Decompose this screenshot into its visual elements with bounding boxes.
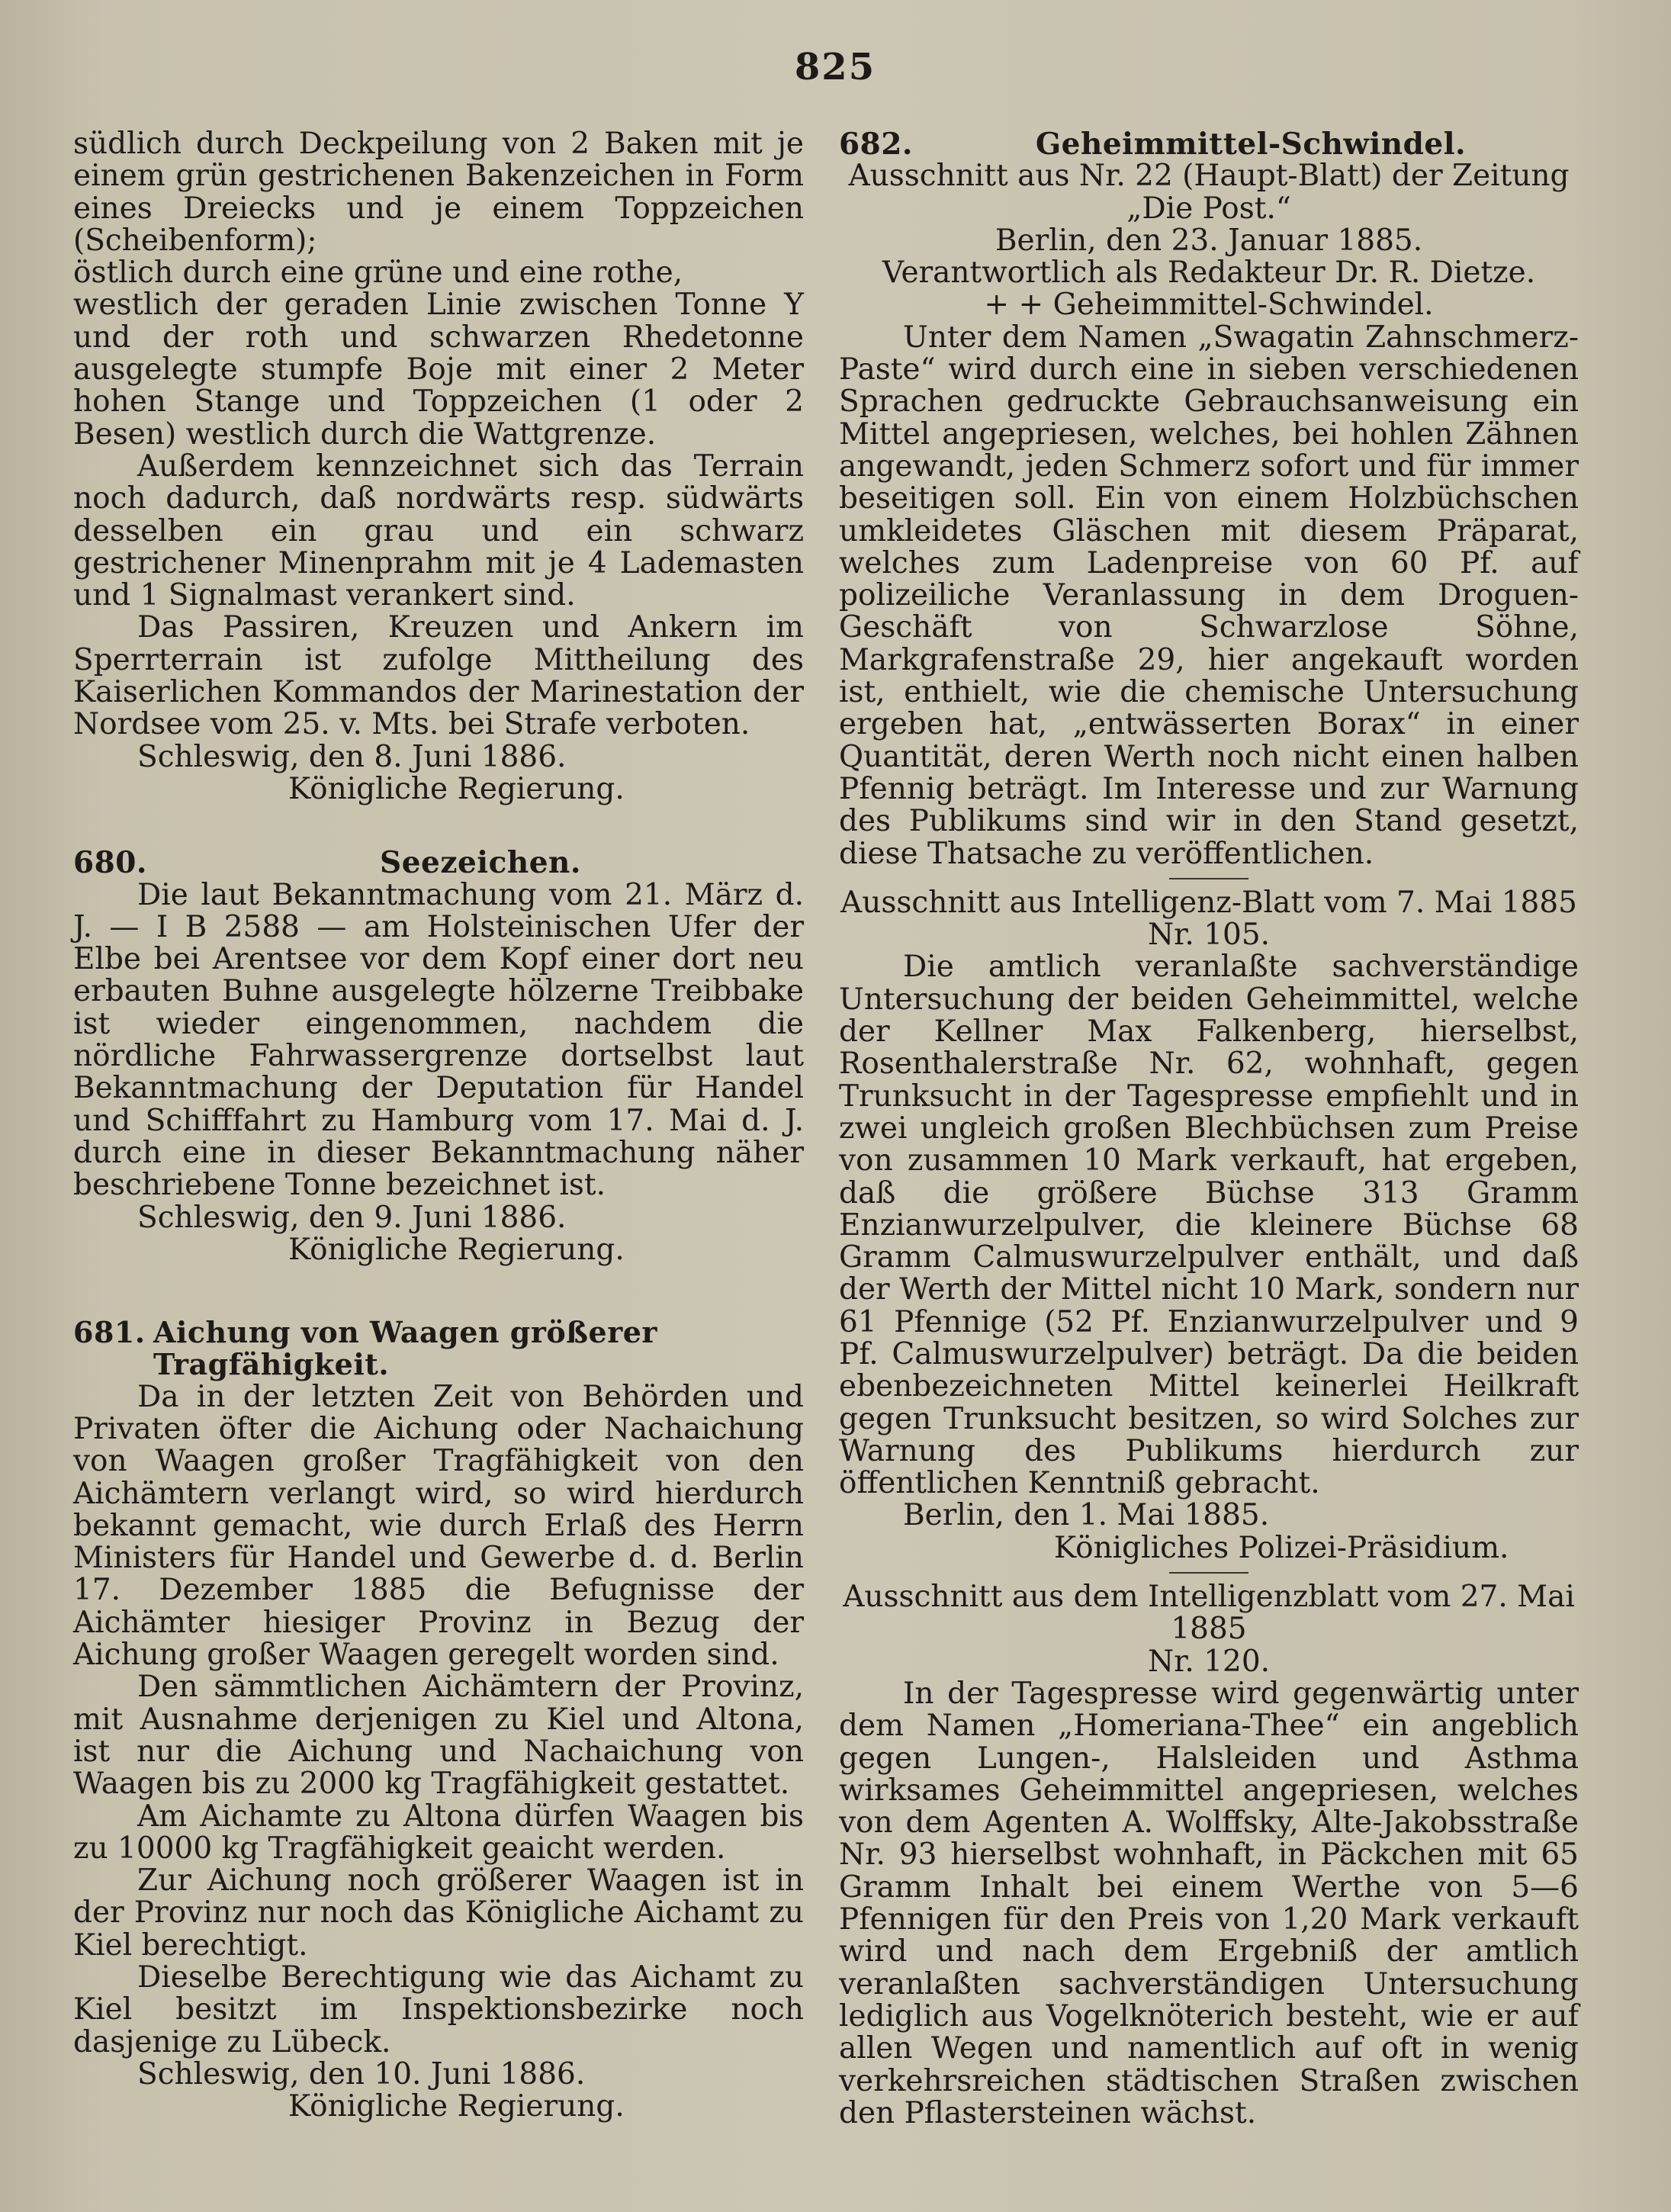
- excerpt-2-number: Nr. 105.: [1147, 918, 1271, 953]
- section-680-body: Die laut Bekanntmachung vom 21. März d. J. — I B 2588 — am Holsteinischen Ufer der Elbe bei Arentsee vor dem Kopf einer dort neu erbauten Buhne ausgelegte hölzerne Treibbake ist wieder eingenommen, nachdem die nördliche Fahrwassergrenze dortselbst laut Bekanntmachung der Deputation für Handel und Schifffahrt zu Hamburg vom 17. Mai d. J. durch eine in dieser Bekanntmachung näher beschriebene Tonne bezeichnet ist.: [73, 877, 804, 1203]
- page-number: 825: [794, 46, 876, 88]
- section-681-title: Aichung von Waagen größerer Tragfähigkeit.: [153, 1315, 657, 1382]
- newspaper-date-line: Berlin, den 23. Januar 1885.: [995, 223, 1423, 258]
- section-682-heading: [839, 128, 1579, 160]
- divider-rule: [1169, 1572, 1248, 1574]
- section-681-paragraph-2: Den sämmtlichen Aichämtern der Provinz, mit Ausnahme derjenigen zu Kiel und Altona, ist nur die Aichung und Nachaichung von Waagen bis zu 2000 kg Tragfähigkeit gestattet.: [73, 1670, 804, 1802]
- section-682-title: Geheimmittel-Schwindel.: [1035, 127, 1467, 162]
- section-681-paragraph-3: Am Aichamte zu Altona dürfen Waagen bis zu 10000 kg Tragfähigkeit geaicht werden.: [73, 1799, 804, 1866]
- excerpt-2-signature-authority: Königliches Polizei-Präsidium.: [1054, 1530, 1509, 1565]
- section-682-paragraph-3: In der Tagespresse wird gegenwärtig unter dem Namen „Homeriana-Thee“ ein angeblich gegen Lungen-, Halsleiden und Asthma wirksames Geheimmittel angepriesen, welches von dem Agenten A. Wolffsky, Alte-Jakobsstraße Nr. 93 hierselbst wohnhaft, in Päckchen mit 65 Gramm Inhalt bei einem Werthe von 5—6 Pfennigen für den Preis von 1,20 Mark verkauft wird und nach dem Ergebniß der amtlich veranlaßten sachverständigen Untersuchung lediglich aus Vogelknöterich besteht, wie er auf allen Wegen und namentlich auf oft in wenig verkehrsreichen städtischen Straßen zwischen den Pflastersteinen wächst.: [839, 1676, 1579, 2130]
- section-682-number: 682.: [839, 127, 913, 162]
- excerpt-3-number: Nr. 120.: [1147, 1644, 1271, 1679]
- section-681-number: 681.: [73, 1315, 146, 1350]
- signature-place: Schleswig, den 8. Juni 1886.: [137, 739, 567, 774]
- paragraph-east: östlich durch eine grüne und eine rothe,: [73, 256, 683, 291]
- section-680-signature-place: Schleswig, den 9. Juni 1886.: [137, 1200, 567, 1235]
- continued-paragraph: südlich durch Deckpeilung von 2 Baken mit je einem grün gestrichenen Bakenzeichen in Form eines Dreiecks und je einem Toppzeichen (Scheibenform);: [73, 127, 804, 258]
- signature-authority: Königliche Regierung.: [288, 771, 625, 806]
- paragraph-terrain: Außerdem kennzeichnet sich das Terrain noch dadurch, daß nordwärts resp. südwärts desselben ein grau und ein schwarz gestrichener Minenprahm mit je 4 Lademasten und 1 Signalmast verankert sind.: [73, 449, 804, 613]
- section-680-heading: [73, 847, 804, 879]
- newspaper-source-line: Ausschnitt aus Nr. 22 (Haupt-Blatt) der Zeitung „Die Post.“: [848, 159, 1570, 226]
- divider-rule: [1169, 878, 1248, 879]
- newspaper-editor-line: Verantwortlich als Redakteur Dr. R. Dietze.: [882, 256, 1536, 291]
- section-680-number: 680.: [73, 845, 147, 881]
- section-682-paragraph-2: Die amtlich veranlaßte sachverständige Untersuchung der beiden Geheimmittel, welche der Kellner Max Falkenberg, hierselbst, Rosenthalerstraße Nr. 62, wohnhaft, gegen Trunksucht in der Tagespresse empfiehlt und in zwei ungleich großen Blechbüchsen zum Preise von zusammen 10 Mark verkauft, hat ergeben, daß die größere Büchse 313 Gramm Enzianwurzelpulver, die kleinere Büchse 68 Gramm Calmuswurzelpulver enthält, und daß der Werth der Mittel nicht 10 Mark, sondern nur 61 Pfennige (52 Pf. Enzianwurzelpulver und 9 Pf. Calmuswurzelpulver) beträgt. Da die beiden ebenbezeichneten Mittel keinerlei Heilkraft gegen Trunksucht besitzen, so wird Solches zur Warnung des Publikums hierdurch zur öffentlichen Kenntniß gebracht.: [839, 950, 1579, 1501]
- section-681-paragraph-4: Zur Aichung noch größerer Waagen ist in der Provinz nur noch das Königliche Aichamt zu Kiel berechtigt.: [73, 1863, 804, 1963]
- section-681-signature-authority: Königliche Regierung.: [288, 2089, 625, 2124]
- section-681-paragraph-5: Dieselbe Berechtigung wie das Aichamt zu Kiel besitzt im Inspektionsbezirke noch dasjenige zu Lübeck.: [73, 1960, 804, 2059]
- excerpt-2-signature-place: Berlin, den 1. Mai 1885.: [903, 1498, 1270, 1533]
- section-682-paragraph-1: Unter dem Namen „Swagatin Zahnschmerz-Paste“ wird durch eine in sieben verschiedenen Sprachen gedruckte Gebrauchsanweisung ein Mittel angepriesen, welches, bei hohlen Zähnen angewandt, jeden Schmerz sofort und für immer beseitigen soll. Ein von einem Holzbüchschen umkleidetes Gläschen mit diesem Präparat, welches zum Ladenpreise von 60 Pf. auf polizeiliche Veranlassung in dem Droguen-Geschäft von Schwarzlose Söhne, Markgrafenstraße 29, hier angekauft worden ist, enthielt, wie die chemische Untersuchung ergeben hat, „entwässerten Borax“ in einer Quantität, deren Werth noch nicht einen halben Pfennig beträgt. Im Interesse und zur Warnung des Publikums sind wir in den Stand gesetzt, diese Thatsache zu veröffentlichen.: [839, 320, 1579, 871]
- section-681-signature-place: Schleswig, den 10. Juni 1886.: [137, 2056, 586, 2091]
- paragraph-west: westlich der geraden Linie zwischen Tonne Y und der roth und schwarzen Rhedetonne ausgelegte stumpfe Boje mit einer 2 Meter hohen Stange und Toppzeichen (1 oder 2 Besen) westlich durch die Wattgrenze.: [73, 288, 804, 452]
- left-column: [73, 128, 804, 2124]
- right-column: [839, 128, 1579, 2130]
- excerpt-3-heading: Ausschnitt aus dem Intelligenzblatt vom 27. Mai 1885: [843, 1580, 1575, 1647]
- section-681-paragraph-1: Da in der letzten Zeit von Behörden und Privaten öfter die Aichung oder Nachaichung von Waagen großer Tragfähigkeit von den Aichämtern verlangt wird, so wird hierdurch bekannt gemacht, wie durch Erlaß des Herrn Ministers für Handel und Gewerbe d. d. Berlin 17. Dezember 1885 die Befugnisse der Aichämter hiesiger Provinz in Bezug der Aichung großer Waagen geregelt worden sind.: [73, 1379, 804, 1673]
- section-681-heading: [73, 1317, 804, 1381]
- paragraph-prohibition: Das Passiren, Kreuzen und Ankern im Sperrterrain ist zufolge Mittheilung des Kaiserlichen Kommandos der Marinestation der Nordsee vom 25. v. Mts. bei Strafe verboten.: [73, 610, 804, 742]
- excerpt-2-heading: Ausschnitt aus Intelligenz-Blatt vom 7. Mai 1885: [840, 885, 1577, 920]
- section-680-signature-authority: Königliche Regierung.: [288, 1232, 625, 1267]
- newspaper-subtitle: + + Geheimmittel-Schwindel.: [984, 288, 1434, 323]
- section-680-title: Seezeichen.: [380, 845, 581, 881]
